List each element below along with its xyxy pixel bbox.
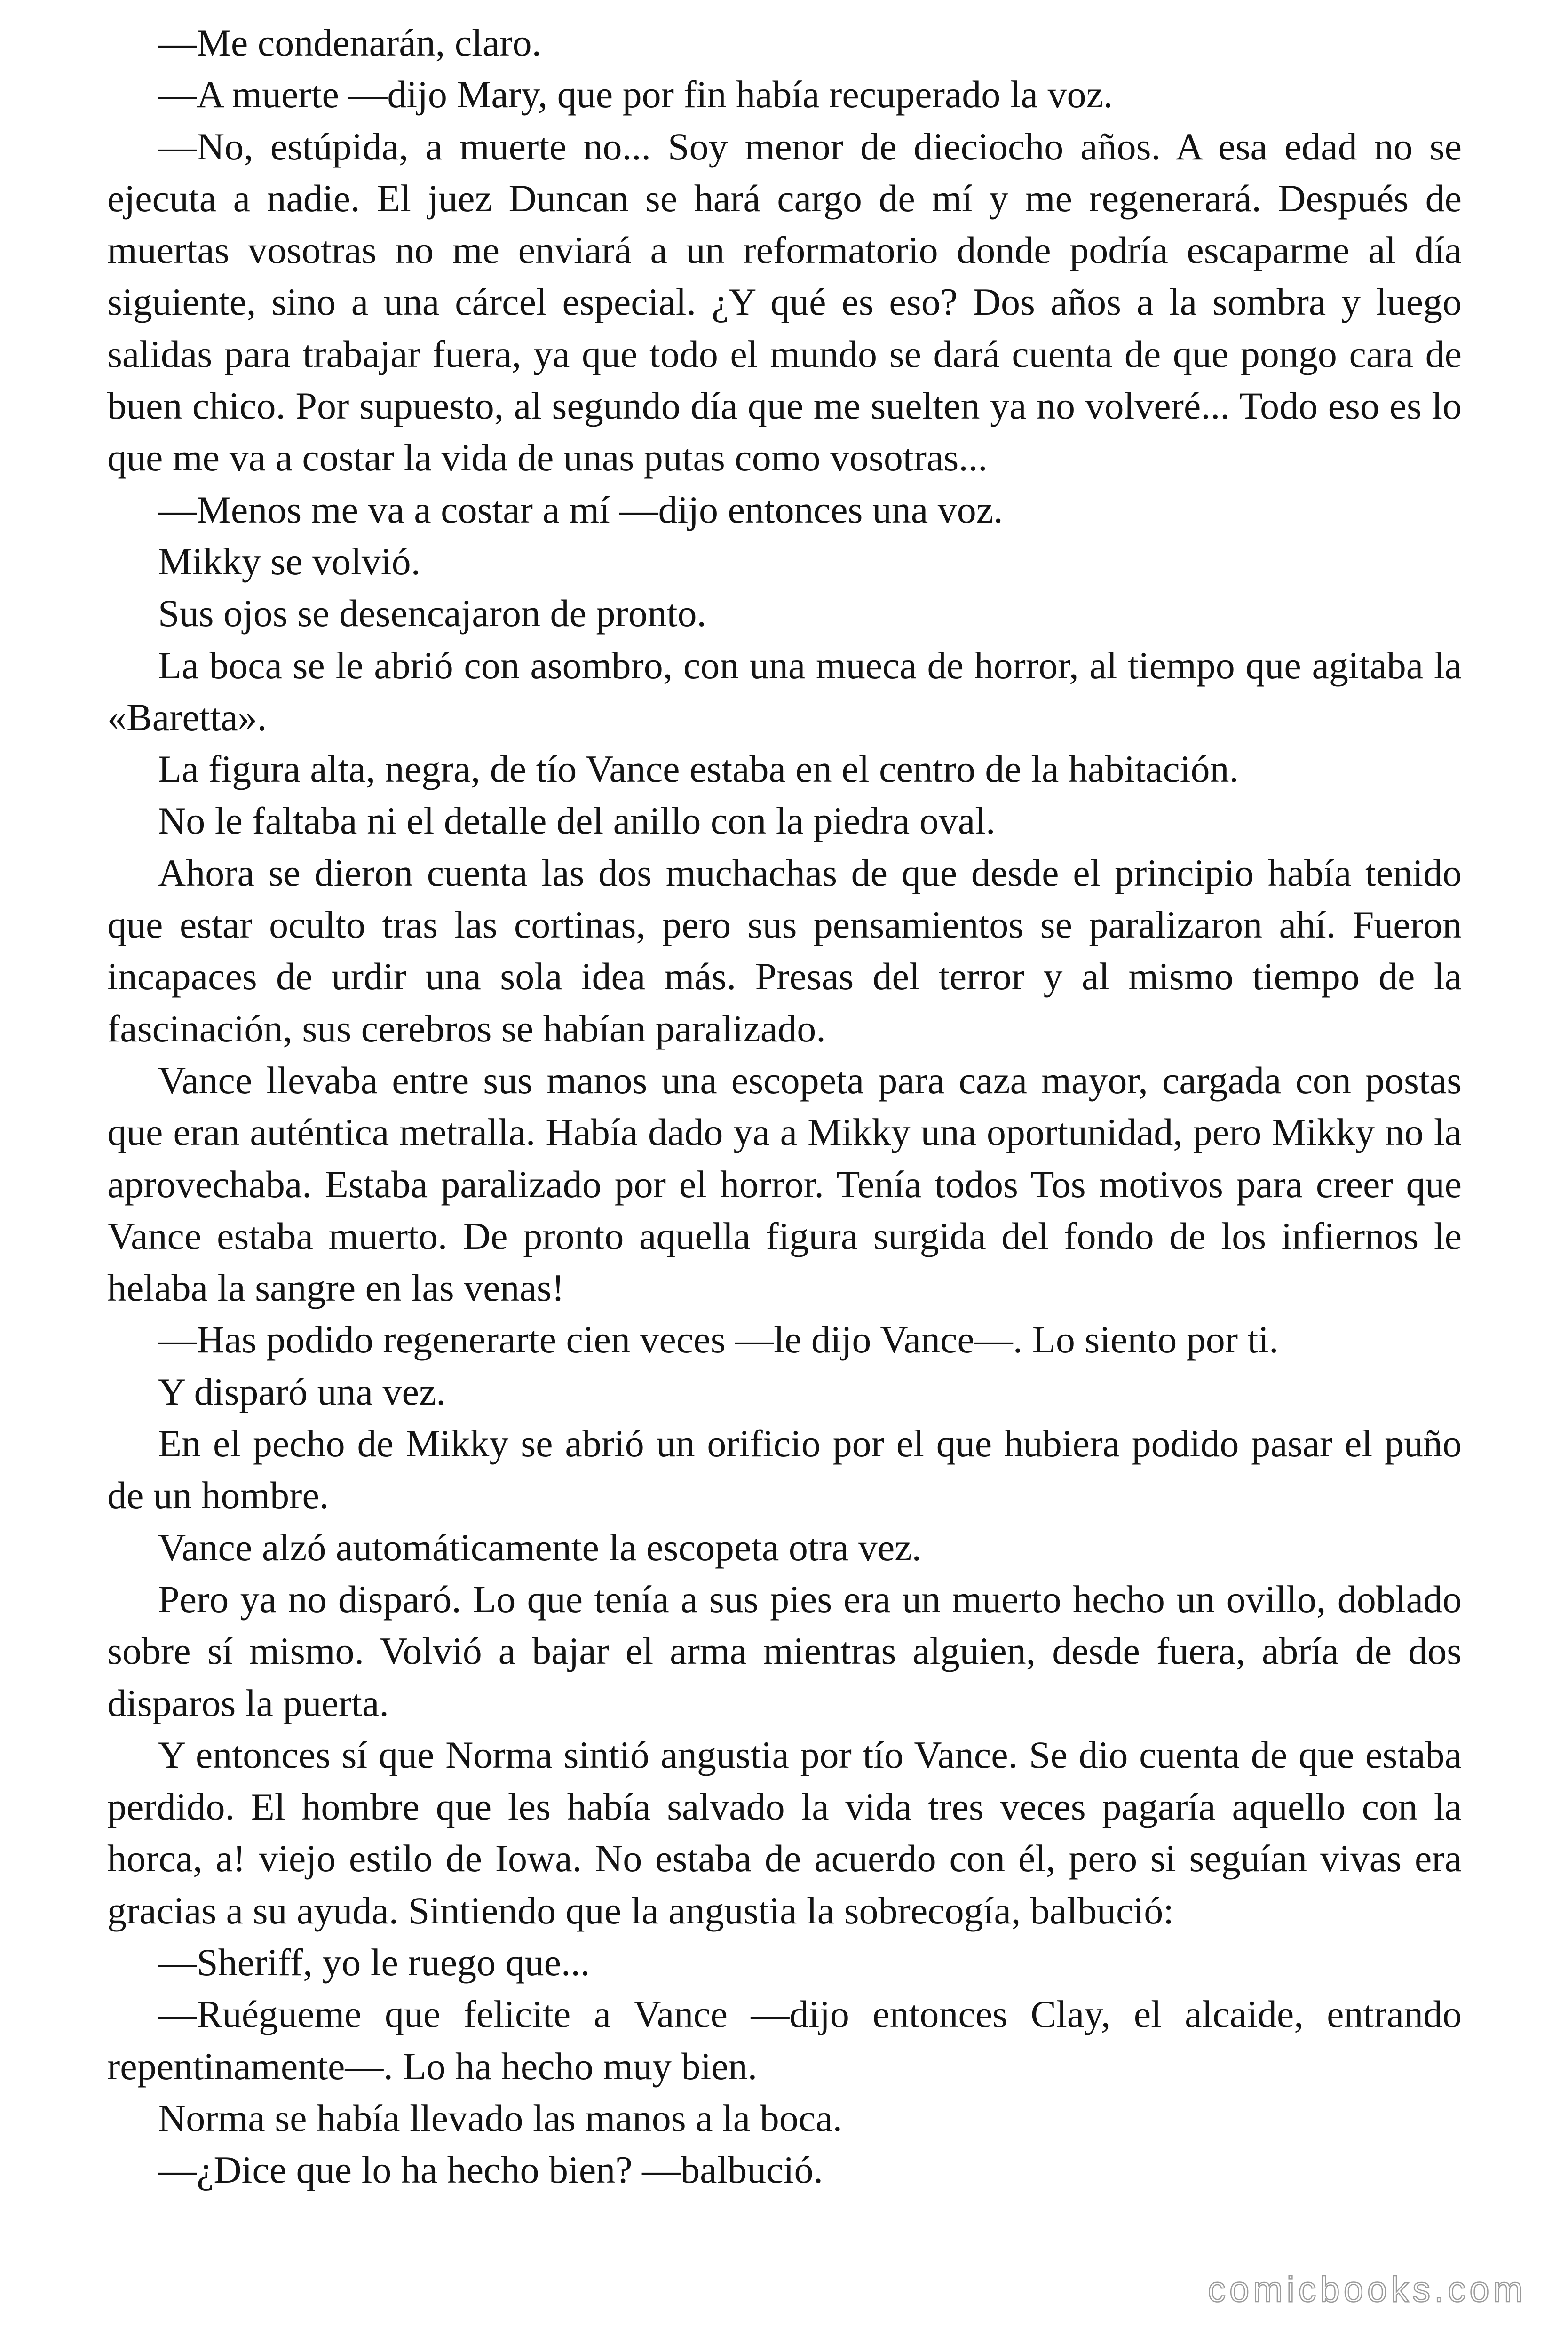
paragraph: La figura alta, negra, de tío Vance estaba en el centro de la habitación. — [158, 747, 1239, 791]
paragraph: La boca se le abrió con asombro, con una mueca de horror, al tiempo que agitaba la «Baretta». — [107, 644, 1462, 739]
paragraph: Pero ya no disparó. Lo que tenía a sus pies era un muerto hecho un ovillo, doblado sobre sí mismo. Volvió a bajar el arma mientras alguien, desde fuera, abría de dos disparos la puerta. — [107, 1577, 1462, 1724]
paragraph: —A muerte —dijo Mary, que por fin había recuperado la voz. — [158, 73, 1113, 116]
paragraph: No le faltaba ni el detalle del anillo con la piedra oval. — [158, 799, 996, 842]
paragraph: En el pecho de Mikky se abrió un orificio por el que hubiera podido pasar el puño de un hombre. — [107, 1422, 1462, 1517]
watermark-logo: comicbooks.com — [1208, 2270, 1527, 2310]
book-page-body — [107, 17, 1462, 2196]
paragraph: —Ruégueme que felicite a Vance —dijo entonces Clay, el alcaide, entrando repentinamente—. Lo ha hecho muy bien. — [107, 1993, 1462, 2088]
paragraph: Y disparó una vez. — [158, 1370, 446, 1413]
paragraph: Ahora se dieron cuenta las dos muchachas de que desde el principio había tenido que estar oculto tras las cortinas, pero sus pensamientos se paralizaron ahí. Fueron incapaces de urdir una sola idea más. Presas del terror y al mismo tiempo de la fascinación, sus cerebros se habían paralizado. — [107, 851, 1462, 1050]
paragraph: —No, estúpida, a muerte no... Soy menor de dieciocho años. A esa edad no se ejecuta a nadie. El juez Duncan se hará cargo de mí y me regenerará. Después de muertas vosotras no me enviará a un reformatorio donde podría escaparme al día siguiente, sino a una cárcel especial. ¿Y qué es eso? Dos años a la sombra y luego salidas para trabajar fuera, ya que todo el mundo se dará cuenta de que pongo cara de buen chico. Por supuesto, al segundo día que me suelten ya no volveré... Todo eso es lo que me va a costar la vida de unas putas como vosotras... — [107, 125, 1462, 479]
paragraph: Vance llevaba entre sus manos una escopeta para caza mayor, cargada con postas que eran auténtica metralla. Había dado ya a Mikky una oportunidad, pero Mikky no la aprovechaba. Estaba paralizado por el horror. Tenía todos Tos motivos para creer que Vance estaba muerto. De pronto aquella figura surgida del fondo de los infiernos le helaba la sangre en las venas! — [107, 1058, 1462, 1310]
paragraph: Mikky se volvió. — [158, 540, 421, 583]
paragraph: —¿Dice que lo ha hecho bien? —balbució. — [158, 2148, 823, 2192]
paragraph: Y entonces sí que Norma sintió angustia por tío Vance. Se dio cuenta de que estaba perdido. El hombre que les había salvado la vida tres veces pagaría aquello con la horca, a! viejo estilo de Iowa. No estaba de acuerdo con él, pero si seguían vivas era gracias a su ayuda. Sintiendo que la angustia la sobrecogía, balbució: — [107, 1733, 1462, 1932]
paragraph: Vance alzó automáticamente la escopeta otra vez. — [158, 1526, 922, 1569]
paragraph: —Me condenarán, claro. — [158, 21, 542, 64]
paragraph: —Menos me va a costar a mí —dijo entonces una voz. — [158, 488, 1003, 531]
paragraph: Norma se había llevado las manos a la boca. — [158, 2096, 842, 2139]
paragraph: —Has podido regenerarte cien veces —le dijo Vance—. Lo siento por ti. — [158, 1318, 1279, 1361]
paragraph: —Sheriff, yo le ruego que... — [158, 1940, 590, 1984]
paragraph: Sus ojos se desencajaron de pronto. — [158, 592, 706, 635]
